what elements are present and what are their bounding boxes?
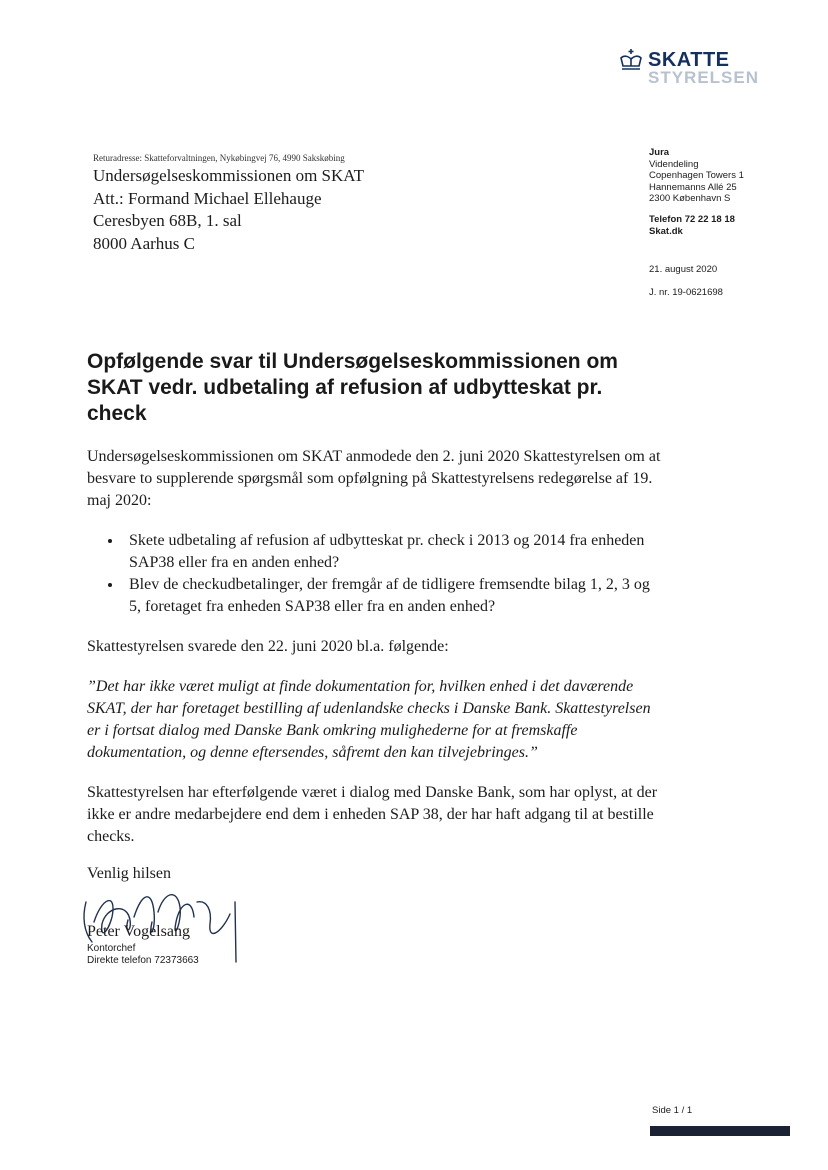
logo-line-1: SKATTE <box>648 49 730 71</box>
closing-phrase: Venlig hilsen <box>87 865 171 882</box>
sender-department: Jura <box>649 147 670 158</box>
recipient-line-3: Ceresbyen 68B, 1. sal <box>93 211 242 230</box>
journal-number: J. nr. 19-0621698 <box>649 287 723 298</box>
letter-body <box>87 446 662 866</box>
recipient-line-1: Undersøgelseskommissionen om SKAT <box>93 166 365 185</box>
recipient-line-4: 8000 Aarhus C <box>93 233 195 253</box>
recipient-line-2: Att.: Formand Michael Ellehauge <box>93 188 322 208</box>
letter-date: 21. august 2020 <box>649 264 718 275</box>
sender-block <box>649 147 744 237</box>
recipient-address <box>93 165 364 255</box>
question-list <box>87 530 662 618</box>
question-item: • Blev de checkudbetalinger, der fremgår af de tidligere fremsendte bilag 1, 2, 3 og 5, foretaget fra enheden SAP38 eller fra en anden enhed? <box>123 574 662 618</box>
crown-icon <box>618 48 644 72</box>
signer-direct-phone: Direkte telefon 72373663 <box>87 955 199 966</box>
return-address: Returadresse: Skatteforvaltningen, Nykøbingvej 76, 4990 Sakskøbing <box>93 153 345 163</box>
sender-phone: Telefon 72 22 18 18 <box>649 213 735 225</box>
signer-details <box>87 943 199 967</box>
quoted-answer: ”Det har ikke været muligt at finde dokumentation for, hvilken enhed i det daværende SKAT, der har foretaget bestilling af udenlandske checks i Danske Bank. Skattestyrelsen er i fortsat dialog med Danske Bank omkring mulighederne for at fremskaffe dokumentation, og denne eftersendes, såfremt den kan tilvejebringes.” <box>87 678 651 761</box>
page-number: Side 1 / 1 <box>652 1105 693 1116</box>
sender-city: 2300 København S <box>649 193 731 205</box>
footer-bar <box>650 1126 790 1136</box>
signer-name: Peter Vogelsang <box>87 923 190 940</box>
sender-web: Skat.dk <box>649 225 683 237</box>
paragraph-3: Skattestyrelsen har efterfølgende været i dialog med Danske Bank, som har oplyst, at der ikke er andre medarbejdere end dem i enheden SAP 38, der har haft adgang til at bestille checks. <box>87 784 658 845</box>
sender-street: Hannemanns Allé 25 <box>649 181 737 193</box>
signer-role: Kontorchef <box>87 943 136 954</box>
letter-title: Opfølgende svar til Undersøgelseskommissionen om SKAT vedr. udbetaling af refusion af udbytteskat pr. check <box>87 350 618 425</box>
paragraph-1: Undersøgelseskommissionen om SKAT anmodede den 2. juni 2020 Skattestyrelsen om at besvare to supplerende spørgsmål som opfølgning på Skattestyrelsens redegørelse af 19. maj 2020: <box>87 448 661 509</box>
sender-building: Copenhagen Towers 1 <box>649 170 744 182</box>
sender-unit: Videndeling <box>649 158 699 170</box>
question-item: • Skete udbetaling af refusion af udbytteskat pr. check i 2013 og 2014 fra enheden SAP38 eller fra en anden enhed? <box>123 530 662 574</box>
paragraph-2: Skattestyrelsen svarede den 22. juni 2020 bl.a. følgende: <box>87 638 449 655</box>
logo-line-2: STYRELSEN <box>648 68 760 87</box>
skattestyrelsen-logo <box>618 44 768 92</box>
